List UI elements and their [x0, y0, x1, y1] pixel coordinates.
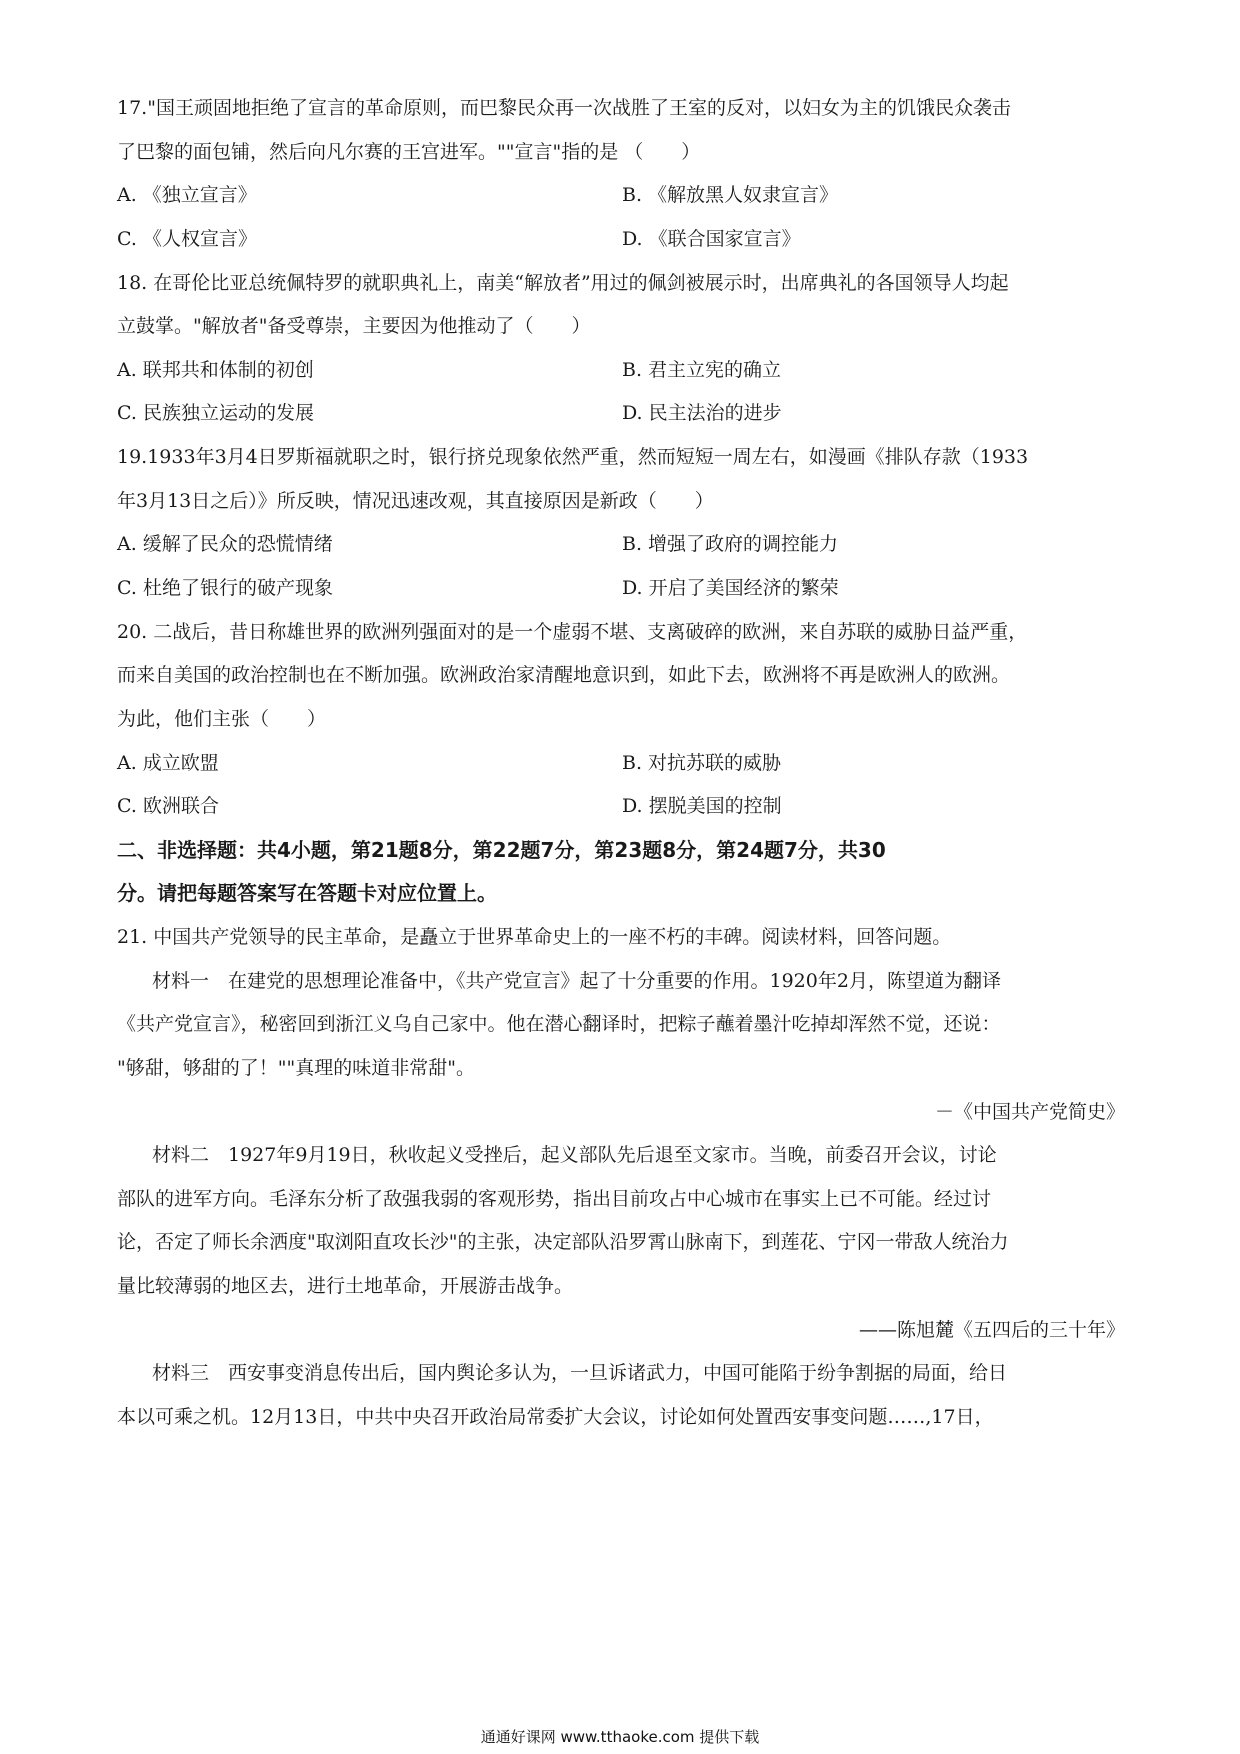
q20-option-d: D. 摆脱美国的控制	[622, 795, 782, 817]
q20-stem-line-1: 20. 二战后，昔日称雄世界的欧洲列强面对的是一个虚弱不堪、支离破碎的欧洲，来自苏联的威胁日益严重，	[117, 621, 1028, 643]
q20-stem-line-2: 而来自美国的政治控制也在不断加强。欧洲政治家清醒地意识到，如此下去，欧洲将不再是欧洲人的欧洲。	[117, 664, 1011, 686]
q21-material-3-line-1: 材料三 西安事变消息传出后，国内舆论多认为，一旦诉诸武力，中国可能陷于纷争割据的局面，给日	[152, 1362, 1008, 1384]
q21-material-2-line-2: 部队的进军方向。毛泽东分析了敌强我弱的客观形势，指出目前攻占中心城市在事实上已不可能。经过讨	[117, 1188, 992, 1210]
section-2-heading-line-2: 分。请把每题答案写在答题卡对应位置上。	[117, 881, 497, 905]
q20-option-b: B. 对抗苏联的威胁	[622, 752, 782, 774]
q18-stem-line-1: 18. 在哥伦比亚总统佩特罗的就职典礼上，南美“解放者”用过的佩剑被展示时，出席典礼的各国领导人均起	[117, 272, 1009, 294]
q17-option-a: A. 《独立宣言》	[117, 184, 257, 206]
q20-option-c: C. 欧洲联合	[117, 795, 219, 817]
page-footer: 通通好课网 www.tthaoke.com 提供下载	[480, 1728, 760, 1746]
q20-option-a: A. 成立欧盟	[117, 752, 219, 774]
q19-option-d: D. 开启了美国经济的繁荣	[622, 577, 839, 599]
q21-material-2-line-3: 论，否定了师长余洒度"取浏阳直攻长沙"的主张，决定部队沿罗霄山脉南下，到莲花、宁冈一带敌人统治力	[117, 1231, 1009, 1253]
q21-material-2-line-1: 材料二 1927年9月19日，秋收起义受挫后，起义部队先后退至文家市。当晚，前委召开会议，讨论	[152, 1144, 997, 1166]
q19-stem-line-2: 年3月13日之后）》所反映，情况迅速改观，其直接原因是新政（ ）	[117, 490, 714, 512]
section-2-heading-line-1: 二、非选择题：共4小题，第21题8分，第22题7分，第23题8分，第24题7分，共30	[117, 838, 886, 862]
q17-option-d: D. 《联合国家宣言》	[622, 228, 801, 250]
q20-stem-line-3: 为此，他们主张（ ）	[117, 708, 327, 730]
q21-material-1-line-2: 《共产党宣言》，秘密回到浙江义乌自己家中。他在潜心翻译时，把粽子蘸着墨汁吃掉却浑然不觉，还说：	[117, 1013, 1001, 1035]
q19-option-b: B. 增强了政府的调控能力	[622, 533, 839, 555]
q17-option-c: C. 《人权宣言》	[117, 228, 257, 250]
q21-material-3-line-2: 本以可乘之机。12月13日，中共中央召开政治局常委扩大会议，讨论如何处置西安事变问题……,17日，	[117, 1406, 994, 1428]
q18-option-a: A. 联邦共和体制的初创	[117, 359, 314, 381]
q18-stem-line-2: 立鼓掌。"解放者"备受尊崇，主要因为他推动了（ ）	[117, 315, 591, 337]
q17-stem-line-2: 了巴黎的面包铺，然后向凡尔赛的王宫进军。""宣言"指的是 （ ）	[117, 141, 701, 163]
q21-intro: 21. 中国共产党领导的民主革命，是矗立于世界革命史上的一座不朽的丰碑。阅读材料，回答问题。	[117, 926, 952, 948]
q19-option-c: C. 杜绝了银行的破产现象	[117, 577, 333, 599]
q21-material-1-line-1: 材料一 在建党的思想理论准备中，《共产党宣言》起了十分重要的作用。1920年2月，陈望道为翻译	[152, 970, 1001, 992]
q18-option-c: C. 民族独立运动的发展	[117, 402, 314, 424]
q21-material-2-source: ——陈旭麓《五四后的三十年》	[858, 1319, 1125, 1341]
q18-option-d: D. 民主法治的进步	[622, 402, 782, 424]
q17-option-b: B. 《解放黑人奴隶宣言》	[622, 184, 839, 206]
q21-material-1-source: －《中国共产党简史》	[934, 1101, 1125, 1123]
q21-material-1-line-3: "够甜，够甜的了！""真理的味道非常甜"。	[117, 1057, 475, 1079]
q19-stem-line-1: 19.1933年3月4日罗斯福就职之时，银行挤兑现象依然严重，然而短短一周左右，如漫画《排队存款（1933	[117, 446, 1029, 468]
q19-option-a: A. 缓解了民众的恐慌情绪	[117, 533, 333, 555]
q17-stem-line-1: 17."国王顽固地拒绝了宣言的革命原则，而巴黎民众再一次战胜了王室的反对，以妇女为主的饥饿民众袭击	[117, 97, 1011, 119]
q18-option-b: B. 君主立宪的确立	[622, 359, 782, 381]
q21-material-2-line-4: 量比较薄弱的地区去，进行土地革命，开展游击战争。	[117, 1275, 574, 1297]
